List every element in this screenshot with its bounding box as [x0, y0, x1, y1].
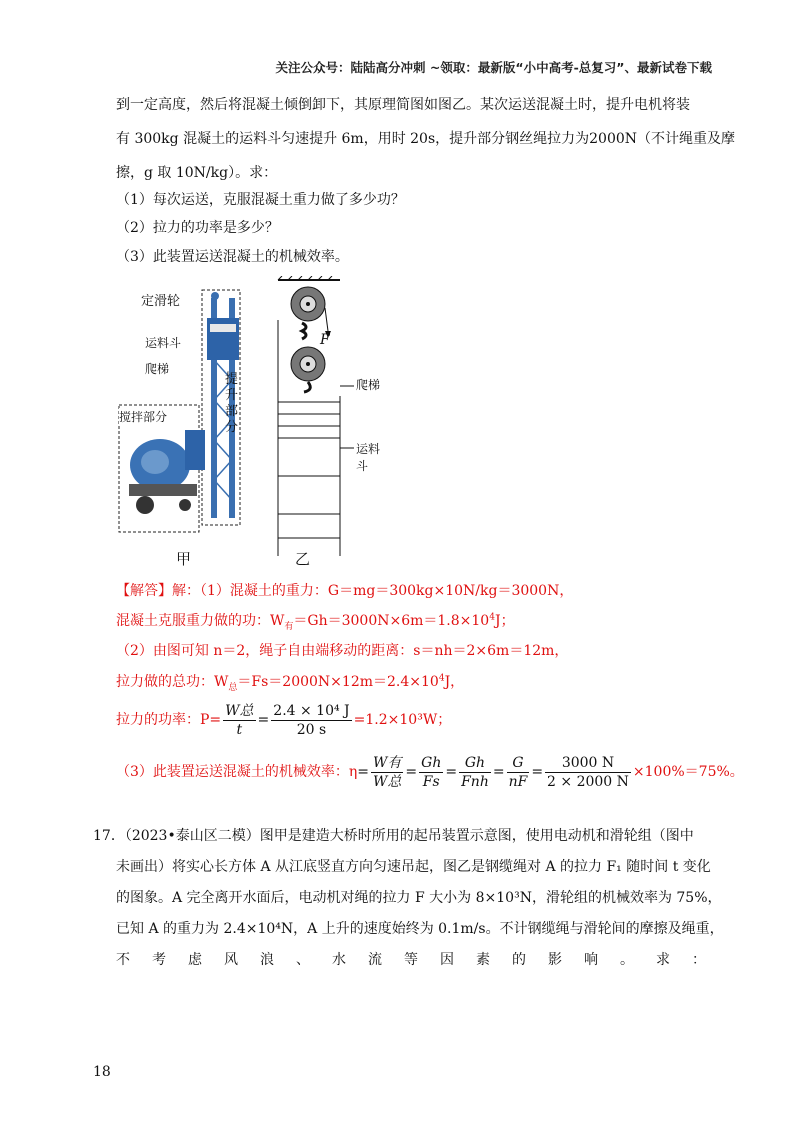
problem16-line3: 擦，g 取 10N/kg）。求： [116, 165, 278, 181]
label-bucket-yi: 运料斗 [356, 442, 381, 473]
label-fixed-pulley: 定滑轮 [141, 294, 181, 309]
label-mixer-part: 搅拌部分 [119, 410, 168, 424]
figure-jia [115, 280, 255, 540]
label-ladder-jia: 爬梯 [145, 362, 170, 376]
problem17-line2: 未画出）将实心长方体 A 从江底竖直方向匀速吊起，图乙是钢缆绳对 A 的拉力 F₁ 随时间 t 变化 [116, 859, 711, 875]
answer-tag: 【解答】 [116, 583, 172, 599]
problem17-line1: 17．（2023•泰山区二模）图甲是建造大桥时所用的起吊装置示意图，使用电动机和滑轮组（图中 [93, 828, 694, 844]
problem17-line5: 不考虑风浪、水流等因素的影响。求： [116, 952, 728, 968]
problem17-line4: 已知 A 的重力为 2.4×10⁴N，A 上升的速度始终为 0.1m/s。不计钢缆绳与滑轮间的摩擦及绳重， [116, 921, 724, 937]
pulley-diagram [270, 276, 390, 556]
problem17-line3: 的图象。A 完全离开水面后，电动机对绳的拉力 F 大小为 8×10³N，滑轮组的机械效率为 75%， [116, 890, 722, 906]
label-ladder-yi: 爬梯 [356, 378, 381, 392]
label-F: F [320, 332, 330, 348]
label-lift-part: 提升部分 [225, 372, 239, 435]
answer-line1: 【解答】解：（1）混凝土的重力：G＝mg＝300kg×10N/kg＝3000N， [116, 583, 574, 599]
problem16-q3: （3）此装置运送混凝土的机械效率。 [116, 249, 349, 265]
answer-line6: （3）此装置运送混凝土的机械效率：η= $\frac{\text{W有}}{\text{W总}}$ = $\frac{Gh}{Fs}$ = $\frac{Gh}{\text{Fnh}}$ = $\frac{G}{nF}$ = $\frac{3000 N}{2 \times 2000 N}$ ×100%＝75%。 [116, 754, 744, 790]
page-header: 关注公众号：陆陆高分冲刺 ~领取：最新版“小中高考-总复习”、最新试卷下载 [275, 60, 712, 75]
label-bucket-jia: 运料斗 [145, 336, 182, 350]
problem16-q1: （1）每次运送，克服混凝土重力做了多少功？ [116, 192, 405, 208]
page-number: 18 [93, 1064, 111, 1080]
answer-line5: 拉力的功率：P= $\frac{\text{W总}}{t}$ = $\frac{\text{2.4 × 10⁴ J}}{20 s}$ =1.2×10³W； [116, 702, 452, 738]
problem16-line2: 有 300kg 混凝土的运料斗匀速提升 6m，用时 20s，提升部分钢丝绳拉力为2000N（不计绳重及摩 [116, 131, 736, 147]
figure-yi [270, 276, 390, 556]
answer-line4: 拉力做的总功：$W_总=Fs=2000N\times 12m=2.4\times 10^4J$， [116, 673, 465, 693]
caption-jia: 甲 [176, 550, 192, 568]
problem16-q2: （2）拉力的功率是多少？ [116, 220, 279, 236]
problem16-line1: 到一定高度，然后将混凝土倾倒卸下，其原理简图如图乙。某次运送混凝土时，提升电机将装 [116, 97, 690, 113]
caption-yi: 乙 [295, 550, 311, 568]
answer-line2: 混凝土克服重力做的功：$W_有=Gh=3000N\times 6m=1.8\times 10^4J$； [116, 612, 515, 632]
answer-line3: （2）由图可知 n＝2，绳子自由端移动的距离：s＝nh＝2×6m＝12m， [116, 643, 569, 659]
